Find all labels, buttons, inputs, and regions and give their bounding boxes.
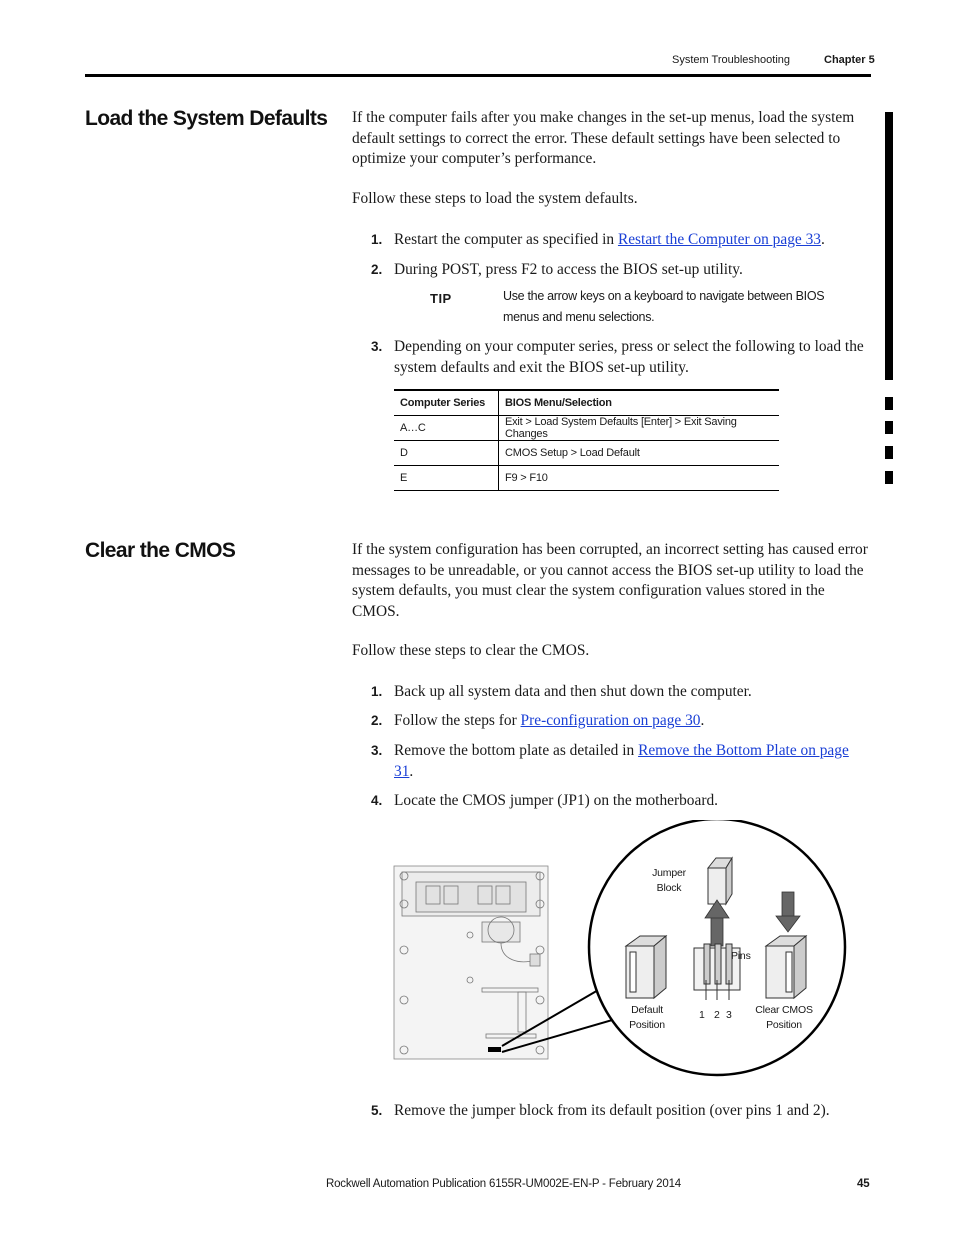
step-number: 1. (371, 684, 383, 699)
step-number: 5. (371, 1103, 383, 1118)
clear-cmos-position-label: Clear CMOS Position (755, 1004, 813, 1031)
section2-step-5: Remove the jumper block from its default position (over pins 1 and 2). (394, 1102, 830, 1119)
footer-publication: Rockwell Automation Publication 6155R-UM002E-EN-P - February 2014 (326, 1178, 681, 1190)
chapter-tab-marker-small (885, 446, 893, 459)
step-text: Follow the steps for (394, 712, 521, 729)
tip-text: Use the arrow keys on a keyboard to navigate between BIOS menus and menu selections. (503, 289, 825, 324)
running-header-section: System Troubleshooting (672, 54, 791, 66)
step-number: 3. (371, 743, 383, 758)
chapter-tab-marker (885, 112, 893, 380)
pin-2-label: 2 (714, 1009, 720, 1021)
step-text: . (820, 231, 825, 248)
section1-step-2: During POST, press F2 to access the BIOS set-up utility. (394, 261, 743, 278)
table-header-row (394, 390, 779, 416)
restart-computer-link[interactable]: Restart the Computer on page 33 (617, 231, 821, 248)
table-row (394, 466, 779, 491)
section2-step-1: Back up all system data and then shut down the computer. (394, 683, 752, 700)
table-cell: A…C (394, 416, 499, 441)
pins-label: Pins (731, 950, 751, 962)
default-position-jumper (626, 936, 666, 998)
step-text: Remove the bottom plate as detailed in (394, 742, 639, 759)
chapter-tab-marker-small (885, 471, 893, 484)
jumper-block (708, 858, 732, 904)
section2-follow: Follow these steps to clear the CMOS. (352, 642, 590, 659)
section1-step-1 (394, 230, 874, 251)
table-cell: D (394, 441, 499, 466)
remove-bottom-plate-link[interactable]: Remove the Bottom Plate on page 31 (394, 742, 849, 780)
jumper-block-label: Jumper Block (652, 867, 686, 894)
section2-step-4: Locate the CMOS jumper (JP1) on the motherboard. (394, 792, 718, 809)
section1-intro: If the computer fails after you make changes in the set-up menus, load the system default settings to correct the error. These default settings have been selected to optimize your computer’s performance. (352, 109, 855, 167)
header-rule (85, 74, 871, 77)
page-number: 45 (857, 1178, 870, 1190)
table-cell: Exit > Load System Defaults [Enter] > Exit Saving Changes (499, 416, 780, 441)
step-number: 2. (371, 713, 383, 728)
table-header-menu: BIOS Menu/Selection (499, 390, 780, 416)
step-number: 3. (371, 339, 383, 354)
running-header-chapter: Chapter 5 (824, 54, 875, 66)
bios-selection-table (394, 389, 779, 491)
jp1-jumper-marker (488, 1047, 501, 1052)
table-row (394, 416, 779, 441)
step-text: . (409, 762, 414, 780)
section-title-clear-cmos: Clear the CMOS (85, 539, 236, 562)
clear-cmos-position-jumper (766, 936, 806, 998)
tip-label: TIP (430, 291, 452, 306)
table-cell: E (394, 466, 499, 491)
step-number: 2. (371, 262, 383, 277)
step-number: 4. (371, 793, 383, 808)
pin-1-label: 1 (699, 1009, 705, 1021)
table-header-series: Computer Series (394, 390, 499, 416)
step-text: Restart the computer as specified in (394, 231, 618, 248)
section2-intro: If the system configuration has been corrupted, an incorrect setting has caused error messages to be unreadable, or you cannot access the BIOS set-up utility to load the system defaults, you must clear the system configuration values stored in the CMOS. (352, 541, 868, 620)
pin-3-label: 3 (726, 1009, 732, 1021)
section-title-load-defaults: Load the System Defaults (85, 107, 328, 130)
section2-step-2 (394, 711, 874, 732)
preconfiguration-link[interactable]: Pre-configuration on page 30 (520, 712, 701, 729)
table-cell: F9 > F10 (499, 466, 780, 491)
chapter-tab-marker-small (885, 421, 893, 434)
motherboard-illustration (394, 866, 548, 1059)
section1-follow: Follow these steps to load the system defaults. (352, 190, 638, 207)
cmos-jumper-figure (390, 820, 850, 1080)
table-cell: CMOS Setup > Load Default (499, 441, 780, 466)
section2-step-3 (394, 741, 850, 782)
step-text: . (700, 712, 705, 729)
chapter-tab-marker-small (885, 397, 893, 410)
table-row (394, 441, 779, 466)
step-number: 1. (371, 232, 383, 247)
default-position-label: Default Position (629, 1004, 665, 1031)
section1-step-3: Depending on your computer series, press or select the following to load the system defaults and exit the BIOS set-up utility. (394, 338, 864, 376)
